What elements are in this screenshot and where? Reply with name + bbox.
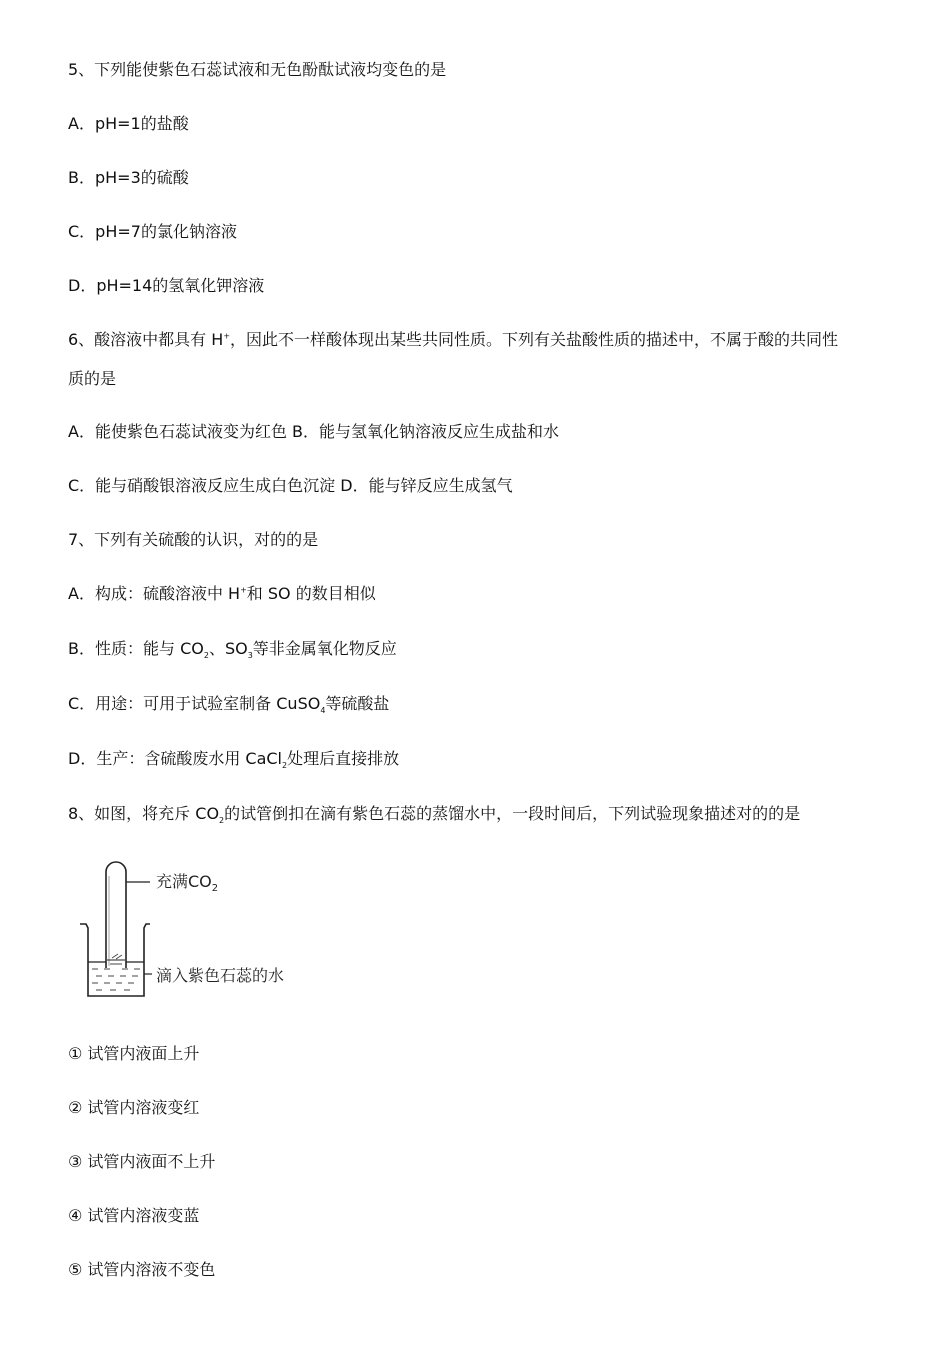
q5-option-c: C．pH=7的氯化钠溶液 bbox=[68, 222, 237, 241]
q8-option-3: ③ 试管内液面不上升 bbox=[68, 1152, 216, 1171]
q8-option-5: ⑤ 试管内溶液不变色 bbox=[68, 1260, 216, 1279]
water-dashes bbox=[92, 969, 140, 990]
q8-option-2: ② 试管内溶液变红 bbox=[68, 1098, 200, 1117]
test-tube-beaker-figure bbox=[76, 858, 316, 1003]
q5-option-d: D．pH=14的氢氧化钾溶液 bbox=[68, 276, 265, 295]
label-litmus-water: 滴入紫色石蕊的水 bbox=[156, 966, 285, 985]
q6-stem-line1: 6、酸溶液中都具有 H+，因此不一样酸体现出某些共同性质。下列有关盐酸性质的描述中，不属于酸的共同性 bbox=[68, 330, 839, 349]
label-filled-co2: 充满$CO_2$ bbox=[156, 872, 219, 895]
q6-options-ab: A．能使紫色石蕊试液变为红色 B．能与氢氧化钠溶液反应生成盐和水 bbox=[68, 422, 560, 441]
q5-stem: 5、下列能使紫色石蕊试液和无色酚酞试液均变色的是 bbox=[68, 60, 447, 79]
q5-option-a: A．pH=1的盐酸 bbox=[68, 114, 189, 133]
q6-stem-line2: 质的是 bbox=[68, 369, 117, 388]
q8-option-4: ④ 试管内溶液变蓝 bbox=[68, 1206, 200, 1225]
q7-stem: 7、下列有关硫酸的认识，对的的是 bbox=[68, 530, 319, 549]
q8-option-1: ① 试管内液面上升 bbox=[68, 1044, 200, 1063]
q7-option-b: B．性质：能与 $CO_2$、$SO_3$等非金属氧化物反应 bbox=[68, 639, 397, 661]
q5-option-b: B．pH=3的硫酸 bbox=[68, 168, 189, 187]
q6-options-cd: C．能与硝酸银溶液反应生成白色沉淀 D．能与锌反应生成氢气 bbox=[68, 476, 513, 495]
q8-stem: 8、如图，将充斥 $CO_2$的试管倒扣在滴有紫色石蕊的蒸馏水中，一段时间后，下列试验现象描述对的的是 bbox=[68, 804, 801, 826]
q7-option-c: C．用途：可用于试验室制备 CuSO$_4$等硫酸盐 bbox=[68, 694, 390, 716]
q7-option-a: A．构成：硫酸溶液中 H+和 SO 的数目相似 bbox=[68, 584, 376, 603]
q7-option-d: D．生产：含硫酸废水用 CaCl$_2$处理后直接排放 bbox=[68, 749, 400, 771]
